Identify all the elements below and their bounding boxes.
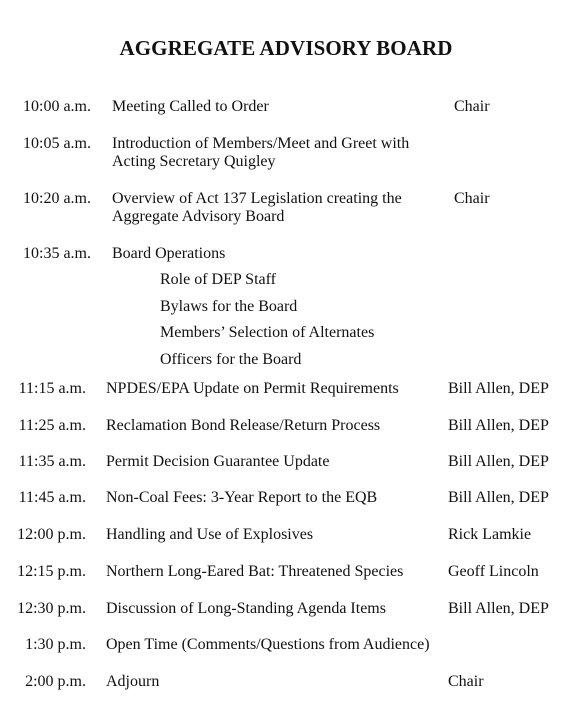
agenda-time: 11:25 a.m.: [18, 417, 86, 434]
agenda-subitem: Officers for the Board: [160, 351, 302, 368]
agenda-time: 10:20 a.m.: [23, 190, 91, 207]
agenda-presenter: Chair: [454, 190, 490, 207]
agenda-item: Meeting Called to Order: [112, 98, 269, 115]
agenda-time: 10:05 a.m.: [23, 135, 91, 152]
agenda-presenter: Geoff Lincoln: [448, 563, 539, 580]
page-title: AGGREGATE ADVISORY BOARD: [119, 36, 453, 60]
agenda-time: 2:00 p.m.: [25, 673, 86, 690]
agenda-item: Northern Long-Eared Bat: Threatened Species: [106, 563, 404, 580]
agenda-time: 10:00 a.m.: [23, 98, 91, 115]
agenda-presenter: Bill Allen, DEP: [448, 453, 549, 470]
agenda-time: 10:35 a.m.: [23, 245, 91, 262]
agenda-presenter: Chair: [454, 98, 490, 115]
agenda-item-continued: Aggregate Advisory Board: [112, 208, 285, 225]
agenda-subitem: Members’ Selection of Alternates: [160, 324, 375, 341]
agenda-item: Non-Coal Fees: 3-Year Report to the EQB: [106, 489, 378, 506]
agenda-time: 12:15 p.m.: [17, 563, 86, 580]
agenda-item: Permit Decision Guarantee Update: [106, 453, 330, 470]
agenda-presenter: Bill Allen, DEP: [448, 417, 549, 434]
agenda-presenter: Bill Allen, DEP: [448, 600, 549, 617]
agenda-presenter: Bill Allen, DEP: [448, 380, 549, 397]
agenda-presenter: Chair: [448, 673, 484, 690]
agenda-presenter: Rick Lamkie: [448, 526, 532, 543]
agenda-time: 11:45 a.m.: [18, 489, 86, 506]
agenda-item: Board Operations: [112, 245, 226, 262]
agenda-time: 1:30 p.m.: [25, 636, 86, 653]
agenda-item: Reclamation Bond Release/Return Process: [106, 417, 381, 434]
agenda-item: Handling and Use of Explosives: [106, 526, 314, 543]
agenda-subitem: Role of DEP Staff: [160, 271, 276, 288]
agenda-item: Open Time (Comments/Questions from Audience): [106, 636, 430, 653]
agenda-item: Introduction of Members/Meet and Greet with: [112, 135, 410, 152]
agenda-time: 12:30 p.m.: [17, 600, 86, 617]
agenda-item: Discussion of Long-Standing Agenda Items: [106, 600, 386, 617]
agenda-time: 11:35 a.m.: [18, 453, 86, 470]
agenda-subitem: Bylaws for the Board: [160, 298, 298, 315]
agenda-time: 12:00 p.m.: [17, 526, 86, 543]
agenda-item: Adjourn: [106, 673, 160, 690]
agenda-item-continued: Acting Secretary Quigley: [112, 153, 276, 170]
agenda-time: 11:15 a.m.: [18, 380, 86, 397]
agenda-item: NPDES/EPA Update on Permit Requirements: [106, 380, 399, 397]
agenda-item: Overview of Act 137 Legislation creating the: [112, 190, 402, 207]
agenda-presenter: Bill Allen, DEP: [448, 489, 549, 506]
